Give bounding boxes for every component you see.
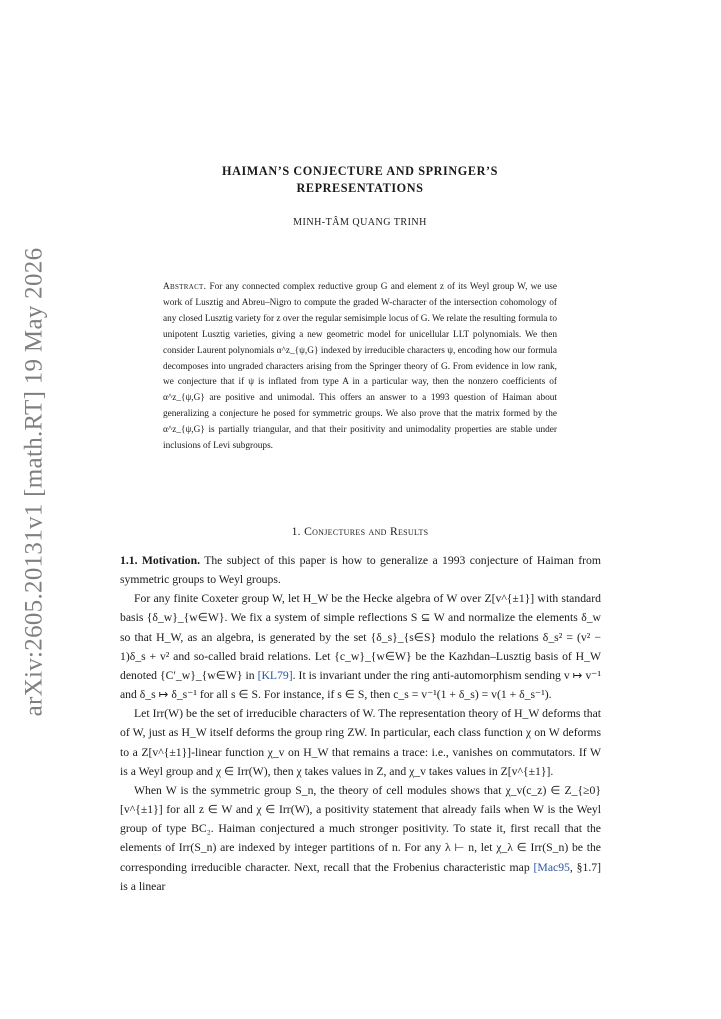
section-heading: 1. Conjectures and Results <box>291 525 429 538</box>
citation-link[interactable]: [KL79] <box>257 668 293 682</box>
paragraph-motivation <box>120 551 601 589</box>
subsection-number: 1.1. <box>120 554 138 567</box>
paragraph-hecke <box>120 589 601 704</box>
paper-author: MINH-TÂM QUANG TRINH <box>293 217 427 228</box>
paragraph-symmetric <box>120 781 601 896</box>
paragraph-irr <box>120 704 601 781</box>
paragraph-text: . It is invariant under the ring anti-automorphism sending v ↦ v⁻¹ and δ_s ↦ δ_s⁻¹ for all s ∈ S. For instance, if s ∈ S, then c_s = v⁻¹(1 + δ_s) = v(1 + δ_s⁻¹). <box>120 668 601 702</box>
abstract-label: Abstract. <box>163 282 207 292</box>
paper-title-line1: HAIMAN’S CONJECTURE AND SPRINGER’S <box>221 164 499 178</box>
abstract-text: For any connected complex reductive group G and element z of its Weyl group W, we use work of Lusztig and Abreu–Nigro to compute the graded W-character of the intersection cohomology of any closed Lusztig variety for z over the regular semisimple locus of G. We relate the resulting formula to unipotent Lusztig varieties, giving a new geometric model for unicellular LLT polynomials. We then consider Laurent polynomials α^z_{ψ,G} indexed by irreducible characters ψ, encoding how our formula decomposes into ungraded characters arising from the Springer theory of G. From evidence in low rank, we conjecture that if ψ is inflated from type A in a particular way, then the nonzero coefficients of α^z_{ψ,G} are positive and unimodal. This offers an answer to a 1993 question of Haiman about generalizing a conjecture he posed for symmetric groups. We also prove that the matrix formed by the α^z_{ψ,G} is partially triangular, and that their positivity and unimodality properties are stable under inclusions of Levi subgroups. <box>163 282 558 452</box>
paper-title-line2: REPRESENTATIONS <box>296 181 424 195</box>
paragraph-text: , §1.7] is a linear <box>120 860 601 893</box>
arxiv-watermark: arXiv:2605.20131v1 [math.RT] 19 May 2026 <box>20 247 47 717</box>
paragraph-text: The subject of this paper is how to generalize a 1993 conjecture of Haiman from symmetric groups to Weyl groups. <box>120 554 601 587</box>
paragraph-text: For any finite Coxeter group W, let H_W be the Hecke algebra of W over Z[v^{±1}] with standard basis {δ_w}_{w∈W}. We fix a system of simple reflections S ⊆ W and normalize the elements δ_w so that H_W, as an algebra, is generated by the set {δ_s}_{s∈S} modulo the relations δ_s² = (v² − 1)δ_s + v² and so-called braid relations. Let {c_w}_{w∈W} be the Kazhdan–Lusztig basis of H_W denoted {C′_w}_{w∈W} in <box>120 592 601 682</box>
paragraph-text: When W is the symmetric group S_n, the theory of cell modules shows that χ_v(c_z) ∈ Z_{≥0}[v^{±1}] for all z ∈ W and χ ∈ Irr(W), a positivity statement that already fails when W is the Weyl group of type BC₂. Haiman conjectured a much stronger positivity. To state it, first recall that the elements of Irr(S_n) are indexed by integer partitions of n. For any λ ⊢ n, let χ_λ ∈ Irr(S_n) be the corresponding irreducible character. Next, recall that the Frobenius characteristic map <box>120 783 601 874</box>
subsection-title: Motivation. <box>141 554 201 567</box>
citation-link[interactable]: [Mac95 <box>533 860 570 874</box>
abstract <box>163 280 557 455</box>
paragraph-text: Let Irr(W) be the set of irreducible characters of W. The representation theory of H_W deforms that of W, just as H_W itself deforms the group ring ZW. In particular, each class function χ on W deforms to a Z[v^{±1}]-linear function χ_v on H_W that remains a trace: i.e., vanishes on commutators. If W is a Weyl group and χ ∈ Irr(W), then χ takes values in Z, and χ_v takes values in Z[v^{±1}]. <box>120 707 601 778</box>
body-text <box>120 551 601 896</box>
